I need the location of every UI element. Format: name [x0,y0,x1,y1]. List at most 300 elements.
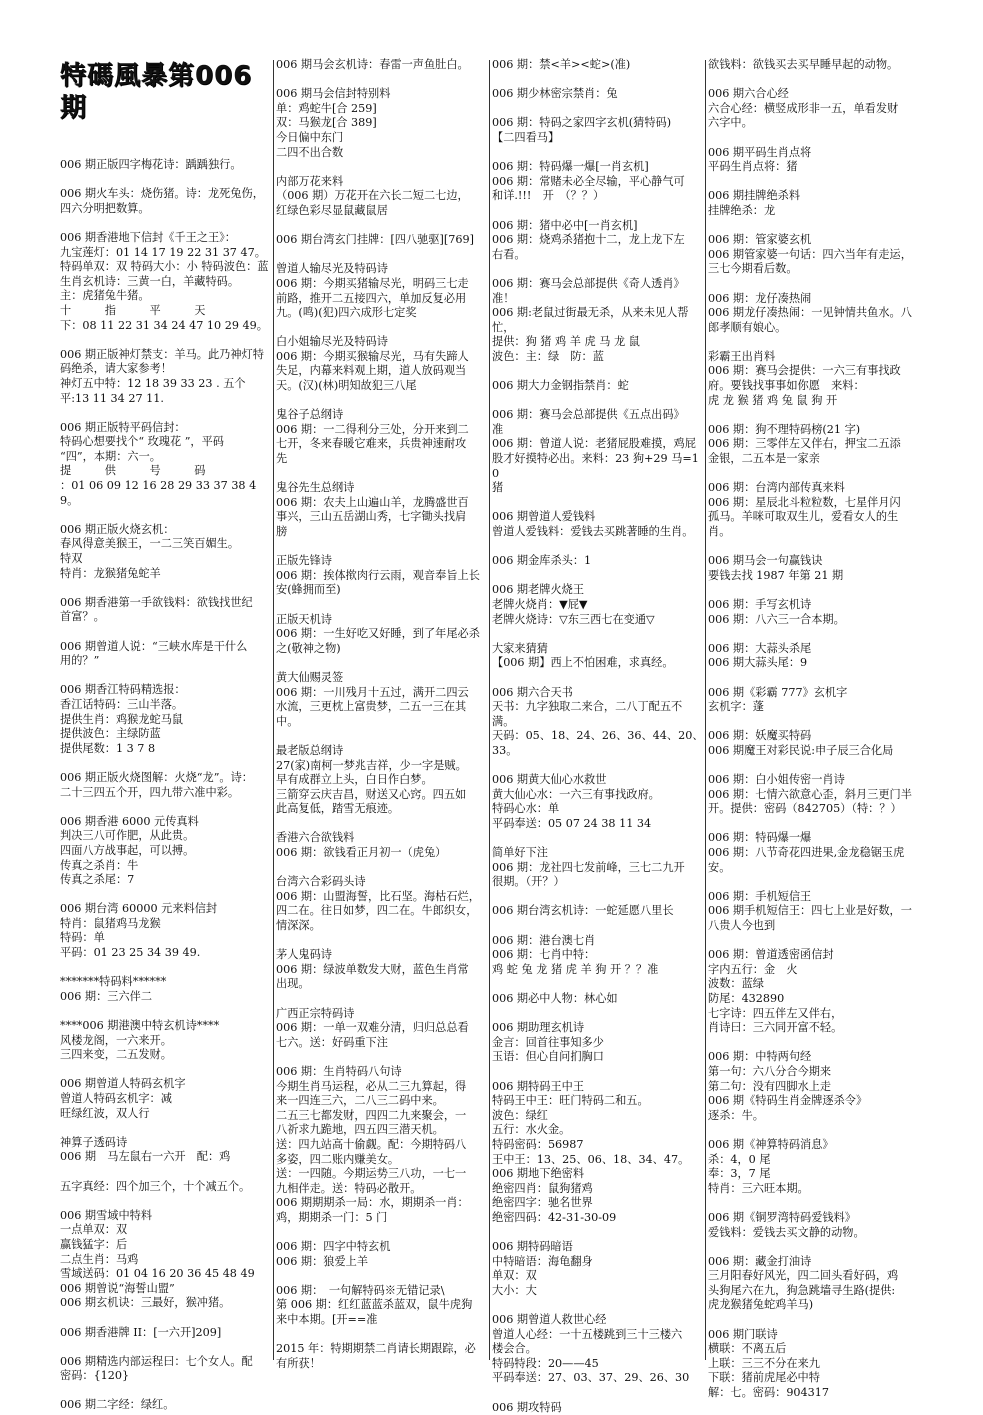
text-line: 提供尾数：1 3 7 8 [60,741,156,755]
text-line: 逐杀：牛。 [708,1108,764,1122]
text-line: 彩霸王出肖料 [708,349,776,363]
text-line: 下联：猪前虎尾必中特 [708,1371,820,1385]
text-line: 赢钱猛字：后 [60,1237,128,1251]
text-line: 解：七。密码：904317 [708,1386,830,1400]
text-block [60,1326,272,1341]
text-line: 六字中。 [708,116,753,130]
text-line: 006 期玄机诀：三最好，猴冲猪。 [60,1296,231,1310]
text-line: 今日偏中东门 [276,130,344,144]
text-line: 金银，二五本是一家亲 [708,452,820,466]
text-line: 006 期大力金钢指禁肖：蛇 [492,379,629,393]
text-block [492,904,704,919]
text-line: 六合心经：横竖成形非一五，单看发财 [708,101,899,115]
text-line: 006 期门联诗 [708,1327,778,1341]
text-line: 006 期：大蒜头杀尾 [708,641,812,655]
text-line: 006 期台湾玄机诗：一蛇延愿八里长 [492,904,674,918]
text-line: 特肖：三六旺本期。 [708,1181,809,1195]
text-block [492,408,704,496]
text-line: 006 期《彩霸 777》玄机字 [708,685,848,699]
text-line: 006 期:老鼠过街最无杀，从来未见人帮 [492,306,689,320]
text-line: 006 期大蒜头尾：9 [708,656,808,670]
text-line: 开。提供：密码（842705）（特：？） [708,802,902,816]
text-block [492,1240,704,1298]
text-line: 006 期：山盟海誓，比石坚。海枯石烂， [276,889,480,903]
text-line: 提供波色：主绿防蓝 [60,727,161,741]
text-block [492,116,704,145]
text-line: 006 期：特码爆一爆 [708,831,812,845]
text-line: 正版天机诗 [276,612,332,626]
text-line: 绝密四码：42-31-30-09 [492,1210,617,1224]
text-line: 特码心想要找个“ 玫瑰花 ”，平码 [60,435,224,449]
text-line: 三七今期看后数。 [708,262,798,276]
text-block [708,729,920,758]
text-line: 鸡 蛇 兔 龙 猪 虎 羊 狗 开 ？？准 [492,962,659,976]
text-line: 股才好摸特必出。来料：23 狗+29 马=10 [492,452,699,480]
text-line: 006 期曾道人说：“三峡水库是干什么 [60,639,248,653]
text-line: 提 供 号 码 [60,464,206,478]
text-line: 准！ [492,291,515,305]
text-line: 006 期雪域中特料 [60,1208,153,1222]
text-line: 006 期六合心经 [708,87,789,101]
text-block [492,1080,704,1226]
text-line: 九。(鸣)(犯)四六成形七定奖 [276,306,417,320]
text-block [60,231,272,333]
text-line: 挂牌绝杀：龙 [708,203,776,217]
text-line: 006 期：手机短信王 [708,889,812,903]
text-line: 鸡，期期杀一门：5 门 [276,1210,388,1224]
text-line: 之(敬神之物) [276,641,341,655]
text-block [492,686,704,759]
text-line: 006 期手机短信王：四七上业是好数，一 [708,904,912,918]
text-line: 送：四九站高十偷觑。配：今期特码八 [276,1137,467,1151]
text-line: 孤马。羊咪可取双生儿，爱看女人的生 [708,510,899,524]
text-line: 006 期：藏金打油诗 [708,1254,812,1268]
text-line: 九相伴走。送：特码必散开。 [276,1181,422,1195]
text-line: 曾道人特码玄机字：减 [60,1092,172,1105]
text-line: 虎 龙 猴 猪 鸡 兔 鼠 狗 开 [708,393,838,407]
text-line: 传真之杀尾：7 [60,873,135,887]
text-line: 006 期台湾玄门挂牌：[四八驰驱][769] [276,233,474,247]
text-line: 失足，内幕来料观上期，道人放码观当 [276,364,467,378]
text-line: 传真之杀肖：牛 [60,858,139,872]
text-line: 此高复低，踏雪无痕迹。 [276,802,400,816]
text-line: 八贵人今也到 [708,919,776,933]
text-line: 金言：回首往事知多少 [492,1035,604,1049]
text-line: 006 期：一川残月十五过，满开二四云 [276,685,469,699]
text-block [492,934,704,978]
page-title: 特碼風暴第006期 [60,61,253,123]
text-line: 神灯五中特：12 18 39 33 23 . 五个 [60,376,246,390]
text-line: 平码：01 23 25 34 39 49. [60,946,201,960]
text-block [276,948,488,992]
text-block [276,87,488,160]
text-line: 王中王：13、25、06、18、34、47。 [492,1152,690,1166]
text-line: ：01 06 09 12 16 28 29 33 37 38 49。 [60,479,257,507]
text-block [60,1355,272,1384]
text-line: 006 期曾道人特码玄机字 [60,1077,186,1091]
text-line: 绝密四字：驰名世界 [492,1196,593,1210]
text-line: 006 期：八节奇花四进果,金龙稳锯玉虎 [708,846,905,860]
text-line: 奉：3，7 尾 [708,1167,771,1181]
text-line: 早有成群立上头，白日作白梦。 [276,773,433,787]
text-line: 二五三七都发财，四四二九来聚会，一 [276,1108,467,1122]
text-line: 天。(汉)(林)明知故犯三八尾 [276,379,417,393]
text-line: 首富？。 [60,610,105,624]
text-line: 七六。送：好码重下注 [276,1035,388,1049]
text-block [492,219,704,263]
text-line: 006 期必中人物：林心如 [492,992,618,1005]
text-line: 006 期：八六三一合本期。 [708,612,845,626]
text-line: 天书：九字独取二来合，二八丁配五不 [492,700,683,714]
text-line: 006 期：禁<羊><蛇>(准) [492,58,631,71]
text-line: 送：一四随。今期运势三八功，一七一 [276,1167,467,1181]
text-line: 006 期： 一句解特码※无错记录\ [276,1283,445,1297]
column-3 [492,58,704,1414]
text-block [708,686,920,715]
text-line: 头狗尾六在九，狗急跳墙寻生路(提供: [708,1283,896,1297]
text-block [276,58,488,73]
text-line: 006 期少林密宗禁肖：兔 [492,87,618,101]
text-line: 006 期香港地下信封《千王之王》： [60,230,236,244]
text-block [708,146,920,175]
text-line: 曾道人爱钱料：爱钱去买跳著睡的生肖。 [492,525,694,538]
text-line: 006 期正版四字梅花诗：踽踽独行。 [60,158,242,171]
text-line: 006 期：曾道透密函信封 [708,948,834,962]
text-line: 006 期龙仔凑热闹：一见钟情共鱼水。八 [708,306,912,320]
text-line: 006 期曾道人爱钱料 [492,510,596,524]
text-line: 006 期老牌火烧王 [492,583,585,597]
text-block [708,1050,920,1123]
text-line: 黄大仙赐灵签 [276,670,344,684]
text-line: 平码奉送：27、03、37、29、26、30 [492,1371,690,1385]
text-line: 006 期：欲钱看正月初一（虎兔） [276,846,447,860]
text-block [60,187,272,216]
text-line: 满。 [492,714,515,728]
text-line: 内部万花来料 [276,174,344,188]
text-line: 006 期：猪中必中[一肖玄机] [492,218,638,232]
text-line: 27(家)南柯一梦兆吉祥，少一字是贼。 [276,758,467,772]
text-line: 特码密码：56987 [492,1137,584,1151]
text-line: 006 期《特码生肖金牌逐杀令》 [708,1094,868,1108]
text-line: 006 期：白小姐传密一肖诗 [708,773,845,787]
text-block [492,1313,704,1386]
text-line: 九宝莲灯：01 14 17 19 22 31 37 47。 [60,245,266,259]
text-block [60,348,272,406]
text-line: 爱钱料：爱钱去买文静的动物。 [708,1225,865,1239]
text-line: 情深深。 [276,919,321,933]
text-line: 欲钱料：欲钱买去买早睡早起的动物。 [708,58,899,71]
text-line: 下：08 11 22 31 34 24 47 10 29 49。 [60,318,268,332]
text-line: 006 期：手写玄机诗 [708,597,812,611]
text-line: 特双 [60,552,83,566]
text-block [708,1255,920,1313]
text-line: 雪域送码：01 04 16 20 36 45 48 49 [60,1267,255,1281]
text-line: 33。 [492,743,518,757]
text-block [492,58,704,73]
text-line: 【二四看马】 [492,130,560,144]
text-line: 水流，三更枕上富贵梦，二五一三在其 [276,700,467,714]
text-block [492,1401,704,1415]
text-line: 密码：{120} [60,1369,130,1383]
text-line: 最老版总纲诗 [276,743,344,757]
text-block [492,510,704,539]
text-line: 006 期香港 6000 元传真料 [60,814,199,828]
text-block [708,189,920,218]
text-line: 香江话特码：三山半落。 [60,697,184,711]
text-line: 提供生肖：鸡猴龙蛇马鼠 [60,712,184,726]
text-line: 006 期：狼爱上羊 [276,1254,369,1268]
text-line: 茅人鬼码诗 [276,948,332,962]
text-block [492,992,704,1007]
text-block [60,771,272,800]
text-line: 用的？” [60,654,100,668]
text-line: *******特码料****** [60,975,167,989]
text-block [708,481,920,539]
text-line: 防尾：432890 [708,992,785,1005]
text-line: 006 期：台湾内部传真来料 [708,481,845,495]
text-block [276,262,488,320]
text-line: 006 期：今期买猪输尽光，明码三七走 [276,276,469,290]
text-line: 006 期特码暗语 [492,1240,573,1254]
text-line: 台湾六合彩码头诗 [276,875,366,889]
text-line: 神算子透码诗 [60,1135,128,1149]
text-line: 006 期：龙社四七发前峰，三七二九开 [492,860,685,874]
text-block [276,1065,488,1226]
text-line: 006 期：今期买猴输尽光，马有失蹄人 [276,349,469,363]
text-block [708,87,920,131]
text-line: 006 期正版神灯禁支：羊马。此乃神灯特 [60,347,264,361]
text-line: 006 期：港台澳七肖 [492,933,596,947]
text-line: 今期生肖马运程，必从二三九算起，得 [276,1079,467,1093]
text-line: 006 期地下绝密料 [492,1167,585,1181]
text-block [276,408,488,466]
text-line: 006 期六合天书 [492,685,573,699]
text-line: 提供：狗 猪 鸡 羊 虎 马 龙 鼠 [492,335,640,349]
text-line: 玉语：但心自问扪胸口 [492,1050,604,1064]
text-line: “四”，本期：六一。 [60,449,161,463]
text-block [708,554,920,583]
text-line: 006 期《神算特码消息》 [708,1137,834,1151]
text-line: 波色：绿红 [492,1108,548,1122]
text-line: 波数：蓝绿 [708,977,764,991]
text-line: 判决三八可作肥，从此贵。 [60,829,195,843]
text-line: 006 期：烧鸡杀猪抱十二，龙上龙下左 [492,233,685,247]
text-line: 特码王中王：旺门特码二和五。 [492,1094,649,1108]
text-line: 准 [492,422,504,436]
text-line: 006 期：常赌未必全尽输，平心静气可 [492,174,685,188]
text-line: 横联：不离五后 [708,1342,787,1356]
text-line: 一点单双：双 [60,1223,128,1237]
text-line: 肖。 [708,525,731,538]
text-block [276,744,488,817]
text-line: 春风得意美猴王，一二三笑百媚生。 [60,537,240,551]
text-line: 前路，推开二五接四六，单加反复必用 [276,291,467,305]
text-line: 006 期：七情六欲意心歪，斜月三更门半 [708,787,912,801]
text-line: 006 期马会玄机诗：春雷一声鱼肚白。 [276,58,469,71]
text-line: 特肖：鼠猪鸡马龙猴 [60,916,161,930]
text-block [708,58,920,73]
text-block [276,554,488,598]
text-line: 006 期香江特码精选报： [60,683,186,697]
text-line: 006 期二字经：绿红。 [60,1398,175,1412]
text-line: 006 期：四字中特玄机 [276,1240,391,1254]
text-line: 五行：水火金。 [492,1123,571,1137]
text-line: 006 期：赛马会总部提供《奇人透肖》 [492,276,685,290]
text-block [60,1180,272,1195]
text-block [708,642,920,671]
text-line: 四面八方战事起，可以搏。 [60,843,195,857]
text-block [492,554,704,569]
text-line: 七字诗：四五伴左又伴右， [708,1006,843,1020]
text-line: 曾道人心经：一十五楼跳到三十三楼六 [492,1327,683,1341]
text-block [276,1240,488,1269]
text-block [492,160,704,204]
column-4 [708,58,920,1400]
text-line: 006 期助理玄机诗 [492,1021,585,1035]
text-line: 广西正宗特码诗 [276,1006,355,1020]
text-block [60,683,272,756]
text-block [492,846,704,890]
text-line: 三月阳春好风光，四二回头看好码，鸡 [708,1269,899,1283]
text-line: 天码：05、18、24、26、36、44、20、 [492,729,704,743]
text-line: 多姿，四二账内赚美女。 [276,1152,400,1166]
text-line: 006 期 马左鼠右一六开 配：鸡 [60,1150,231,1164]
text-line: 三箭穿云庆吉昌，财送又心窍。四五如 [276,787,467,801]
text-block [276,1284,488,1328]
text-block [276,233,488,248]
text-line: 府。要钱找事事如你愿 来料： [708,379,865,393]
text-line: 三四来变，二五发财。 [60,1048,172,1062]
text-line: 006 期曾道人救世心经 [492,1313,607,1327]
text-line: 006 期金库杀头：1 [492,554,592,568]
text-line: 006 期：一生好吃又好睡，到了年尾必杀 [276,627,480,641]
text-line: 006 期：赛马会总部提供《五点出码》 [492,408,685,422]
text-block [60,1209,272,1311]
text-line: 七开，冬来春暖它难来，兵贵神速耐攻 [276,437,467,451]
text-block [60,640,272,669]
text-line: 八祈求九跪地，四五四三潜天机。 [276,1123,444,1137]
text-block [708,423,920,467]
column-divider [705,60,706,1360]
text-line: 006 期火车头：烧伤猪。诗：龙死兔伤， [60,187,264,201]
column-1 [60,58,272,1412]
text-line: 中特暗语：海龟翻身 [492,1254,593,1268]
text-line: 鬼谷子总纲诗 [276,408,344,422]
text-block [60,1136,272,1165]
text-line: 006 期：妖魔买特码 [708,729,812,743]
text-block [708,831,920,875]
text-line: 波色：主：绿 防：蓝 [492,349,604,363]
text-line: 主：虎猪兔牛猪。 [60,289,150,303]
text-line: 特码特段：20——45 [492,1356,599,1370]
text-line: 006 期：龙仔凑热闹 [708,291,812,305]
text-block [60,902,272,960]
text-block [60,815,272,888]
text-line: 006 期香港第一手欲钱料：欲钱找世纪 [60,595,253,609]
text-line: 来中本期。[开==准 [276,1313,378,1327]
text-line: 第二句：没有四脚水上走 [708,1079,832,1093]
text-line: 杀：4，0 尾 [708,1152,771,1166]
text-block [60,1398,272,1413]
text-line: 和详.!!! 开 （？？） [492,189,605,203]
text-line: 中。 [276,714,299,728]
text-line: 二点生肖：马鸡 [60,1252,139,1266]
text-line: 老牌火烧诗：▽东三西七在变通▽ [492,612,655,626]
text-block [708,233,920,277]
text-line: 第 006 期：红红蓝蓝杀蓝双，鼠牛虎狗 [276,1298,473,1312]
text-line: 006 期正版火烧图解：火烧“龙”。诗： [60,770,253,784]
text-line: 单：鸡蛇牛[合 259] [276,101,377,115]
text-line: 正版先锋诗 [276,554,332,568]
text-line: 字内五行：金 火 [708,962,798,976]
text-line: 006 期台湾 60000 元来料信封 [60,902,218,916]
text-block [276,831,488,860]
text-line: 红绿色彩尽显鼠藏鼠居 [276,203,388,217]
text-line: 黄大仙心水：一六三有事找政府。 [492,787,660,801]
text-line: 006 期：一二得利分三处，分开来到二 [276,422,469,436]
text-line: 006 期曾说“海誓山盟” [60,1281,175,1295]
text-line: 安(蜂拥而至) [276,583,341,597]
text-block [492,1021,704,1065]
text-line: 膀 [276,525,288,538]
text-block [276,875,488,933]
text-line: 006 期管家婆一句话：四六当年有走运， [708,247,912,261]
text-block [708,1328,920,1401]
text-line: 【006 期】西上不怕困难，求真经。 [492,656,674,670]
text-line: 006 期：星辰北斗粒粒数，七星伴月闪 [708,495,901,509]
text-block [60,1077,272,1121]
text-line: 006 期特码王中王 [492,1079,585,1093]
text-line: 码绝杀，请大家参考！ [60,362,172,376]
text-line: 006 期马会信封特别料 [276,87,391,101]
text-line: 生肖玄机诗：三黄一白，羊藏特码。 [60,274,240,288]
text-line: 来一四连三六，二八三二码中来。 [276,1094,444,1108]
text-line: 风楼龙阁，一六来开。 [60,1033,172,1047]
text-block [708,350,920,408]
text-line: 十 指 平 天 [60,303,206,317]
text-block [492,583,704,627]
text-line: 第一句：六八分合今期来 [708,1064,832,1078]
text-line: 特肖：龙猴猪兔蛇羊 [60,566,161,580]
text-line: 旺绿红波，双人行 [60,1106,150,1120]
text-line: 很期。（开？） [492,875,565,889]
text-line: 肖诗曰：三六同开富不轻。 [708,1021,843,1035]
column-divider [273,60,274,1360]
text-block [276,335,488,393]
text-line: 绝密四肖：鼠狗猪鸡 [492,1181,593,1195]
column-2 [276,58,488,1378]
text-line: 006 期：一单一双难分清，归归总总看 [276,1021,469,1035]
text-block [492,379,704,394]
text-line: 简单好下注 [492,846,548,860]
text-line: 006 期：生肖特码八句诗 [276,1064,402,1078]
text-line: 006 期：赛马会提供：一六三有事找政 [708,364,901,378]
text-line: 006 期：特码爆一爆[一肖玄机] [492,160,649,174]
text-block [60,1019,272,1063]
text-block [60,158,272,173]
text-line: 先 [276,452,288,466]
text-line: 006 期：七肖中特： [492,948,596,962]
text-line: 有所获！ [276,1356,321,1370]
text-line: 曾道人输尽光及特码诗 [276,262,388,276]
text-line: 006 期《铜罗湾特码爱钱料》 [708,1210,856,1224]
text-line: 白小姐输尽光及特码诗 [276,335,388,349]
text-block [276,1007,488,1051]
text-line: 006 期：曾道人说：老猪屁股难摸，鸡屁 [492,437,696,451]
text-line: 虎龙猴猪兔蛇鸡羊马) [708,1298,814,1312]
text-block [60,421,272,509]
column-divider [489,60,490,1360]
